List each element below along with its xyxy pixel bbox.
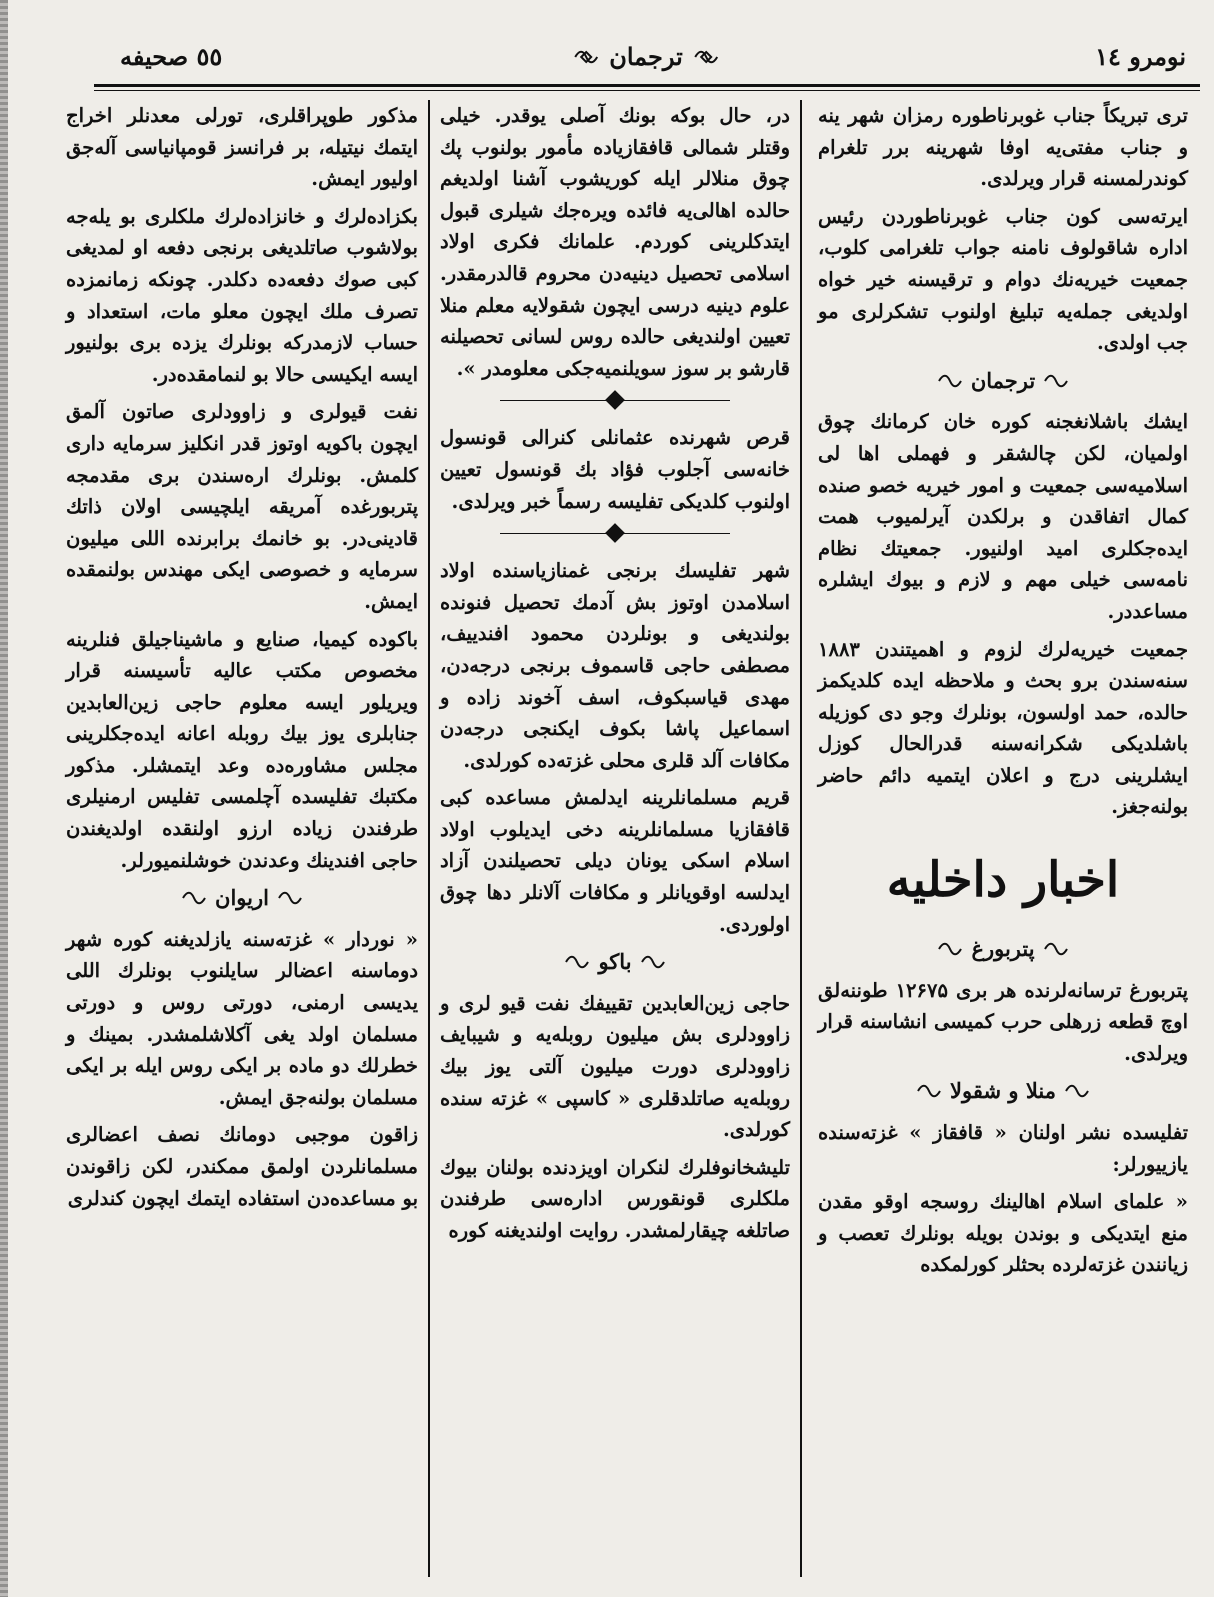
paragraph: « علمای اسلام اهالینك روسجه اوقو مقدن منع ایتدیکی و بوندن بویله بونلرك تعصب و زیانندن غزته‌لرده بحثلر کورلمکده [818, 1190, 1188, 1277]
paragraph: ایشك باشلانغجنه کوره خان کرمانك چوق اولمیان، لکن چالشقر و فهملی اها لی اسلامیه‌سی جمعیت و امور خیریه خصو صنده کمال اتفاقدن و برلکدن آیرلمیوب همت ایده‌جکلری امید اولنیور. جمعیتك نظام نامه‌سی خیلی مهم و لازم و بیوك ایشلره مساعددر. [818, 410, 1188, 623]
paragraph: « نوردار » غزته‌سنه یازلدیغنه کوره شهر دوماسنه اعضالر سایلنوب بونلرك اللی یدیسی ارمنی، دورتی روس و دورتی مسلمان اولد یغی آکلاشلمشدر. بمینك و خطرلك دو ماده بر ایکی روس ایله بر ایکی مسلمان بولنه‌جق ایمش. [66, 927, 418, 1109]
column-right [818, 100, 1188, 1287]
paragraph: ایرته‌سی کون جناب غوبرناطوردن رئیس اداره شاقولوف نامنه جواب تلغرامی کلوب، جمعیت خیریه‌نك دوام و ترقیسنه خیر خواه اولدیغی جمله‌یه تبلیغ اولنوب تشکرلری مو جب اولدی. [818, 204, 1188, 355]
ornament-icon [277, 889, 303, 907]
paragraph: جمعیت خیریه‌لرك لزوم و اهمیتندن ۱۸۸۳ سنه‌سندن برو بحث و ملاحظه ایده کلدیکمز حالده، حمد اولسون، بونلرك وجو دی کوزیله باشلدیکی شکرانه‌سنه قدرالحال کوزل ایشلرینی درج و اعلان ایتمیه دائم حاضر بولنه‌جغز. [818, 637, 1188, 819]
separator [440, 390, 790, 412]
header-rule [94, 84, 1200, 87]
section-heading-text: باکو [598, 949, 632, 975]
paragraph: حاجی زین‌العابدین تقییفك نفت قیو لری و زاوودلری بش میلیون روبله‌یه و شیبایف زاوودلری دورت میلیون آلتی یوز بیك روبله‌یه صاتلدقلری « کاسپی » غزته سنده کورلدی. [440, 991, 790, 1142]
section-heading-text: منلا و شقولا [950, 1078, 1056, 1104]
paragraph: تلیشخانوفلرك لنکران اویزدنده بولنان بیوك ملکلری قونقورس اداره‌سی طرفندن صاتلغه چیقارلمشدر. روایت اولندیغنه کوره [440, 1155, 790, 1242]
section-heading-text: ترجمان [970, 367, 1036, 393]
issue-number: نومرو ١٤ [1095, 42, 1186, 71]
paragraph: قریم مسلمانلرینه ایدلمش مساعده کبی قافقازیا مسلمانلرینه دخی ایدیلوب اولاد اسلام اسکی یونان دیلی تحصیلندن آزاد ایدلسه اوقویانلر و مکافات آلانلر دها چوق اولوردی. [440, 786, 790, 936]
ornament-icon [937, 940, 963, 958]
ornament-icon [181, 889, 207, 907]
column-middle [440, 100, 790, 1253]
ornament-icon [916, 1082, 942, 1100]
paragraph: قرص شهرنده عثمانلی کنرالی قونسول خانه‌سی آجلوب فؤاد بك قونسول تعیین اولنوب کلدیکی تفلیسه رسماً خبر ویرلدی. [440, 426, 790, 513]
paragraph: در، حال بوکه بونك آصلی یوقدر. خیلی وقتلر شمالی قافقازیاده مأمور بولنوب پك چوق منلالر ایله کوریشوب آشنا اولدیغم حالده اهالی‌یه فائده ویره‌جك شیلری قبول ایتدکلرینی کوردم. علمانك فکری اولاد اسلامی تحصیل دینیه‌دن محروم قالدرمقدر. علوم دینیه درسی ایچون شقولایه معلم منلا تعیین اولندیغی حالده روس لسانی تحصیلنه قارشو بر سوز سویلنمیه‌جکی معلومدر ». [440, 104, 790, 380]
paragraph: باکوده کیمیا، صنایع و ماشیناجیلق فنلرینه مخصوص مکتب عالیه تأسیسنه قرار ویریلور ایسه معلوم حاجی زین‌العابدین جنابلری یوز بیك روبله اعانه ایده‌جکلرینی مجلس مشاوره‌ده وعد ایتمشلر. مذکور مکتبك تفلیسده آچلمسی تفلیس ارمنیلری طرفندن زیاده ارزو اولنقده اولدیغندن حاجی افندینك وعدندن خوشلنمیورلر. [66, 627, 418, 872]
masthead [573, 42, 719, 71]
paragraph: تری تبریکاً جناب غوبرناطوره رمزان شهر ینه و جناب مفتی‌یه اوفا شهرینه برر تلغرام کوندرلمسنه قرار ویرلدی. [818, 104, 1188, 191]
section-heading [440, 946, 790, 978]
section-heading [66, 882, 418, 914]
section-heading [818, 933, 1188, 965]
page-number: ٥٥ صحيفه [120, 42, 223, 71]
page-binding-edge [0, 0, 8, 1597]
ornament-icon [573, 48, 599, 66]
paper-title: ترجمان [609, 42, 683, 71]
paragraph: تفلیسده نشر اولنان « قافقاز » غزته‌سنده یازییورلر: [818, 1121, 1188, 1176]
paragraph: نفت قیولری و زاوودلری صاتون آلمق ایچون باکویه اوتوز قدر انکلیز سرمایه داری کلمش. بونلرك اره‌سندن بری مقدمجه پتربورغده آمریقه ایلچیسی اولان ذاتك قادینی‌در. بو خانمك برابرنده اللی میلیون سرمایه و خصوصی ایکی مهندس بولنمقده ایمش. [66, 400, 418, 613]
paragraph: زاقون موجبی دومانك نصف اعضالری مسلمانلردن اولمق ممکندر، لکن زاقوندن بو مساعده‌دن استفاده ایتمك ایچون کندلری [66, 1123, 418, 1210]
section-heading [818, 1075, 1188, 1107]
paragraph: شهر تفلیسك برنجی غمنازیاسنده اولاد اسلامدن اوتوز بش آدمك تحصیل فنونده بولندیغی و بونلردن محمود افندییف، مصطفی حاجی قاسموف برنجی درجه‌دن، مهدی قیاسبکوف، اسف آخوند زاده و اسماعیل پاشا بکوف ایکنجی درجه‌دن مکافات آلد قلری محلی غزته‌ده کورلدی. [440, 559, 790, 772]
separator [440, 523, 790, 545]
ornament-icon [937, 372, 963, 390]
section-heading [818, 365, 1188, 397]
ornament-icon [693, 48, 719, 66]
section-title: اخبار داخلیه [886, 852, 1120, 909]
ornament-icon [1043, 372, 1069, 390]
page-header [96, 34, 1196, 86]
paragraph: مذکور طوپراقلری، تورلی معدنلر اخراج ایتمك نیتیله، بر فرانسز قومپانیاسی آله‌جق اولیور ایمش. [66, 104, 418, 191]
ornament-icon [564, 953, 590, 971]
ornament-icon [640, 953, 666, 971]
section-heading-text: اریوان [215, 885, 269, 911]
ornament-icon [1043, 940, 1069, 958]
paragraph: بکزاده‌لرك و خانزاده‌لرك ملکلری بو یله‌جه بولاشوب صاتلدیغی برنجی دفعه او لمدیغی کبی صوك دفعه‌ده دکلدر. چونکه زمانمزده تصرف ملك ایچون معلو مات، استعداد و حساب لازمدرکه بونلرك یزده بری بولنیور ایسه ایکیسی حالا بو لنمامقده‌در. [66, 204, 418, 386]
column-divider [800, 100, 802, 1577]
header-rule-thin [94, 90, 1200, 91]
column-divider [428, 100, 430, 1577]
section-heading-text: پتربورغ [971, 936, 1035, 962]
column-left [66, 100, 418, 1220]
paragraph: پتربورغ ترسانه‌لرنده هر بری ۱۲۶۷۵ طوننه‌لق اوچ قطعه زرهلی حرب کمیسی انشاسنه قرار ویرلدی. [818, 978, 1189, 1065]
ornament-icon [1064, 1082, 1090, 1100]
